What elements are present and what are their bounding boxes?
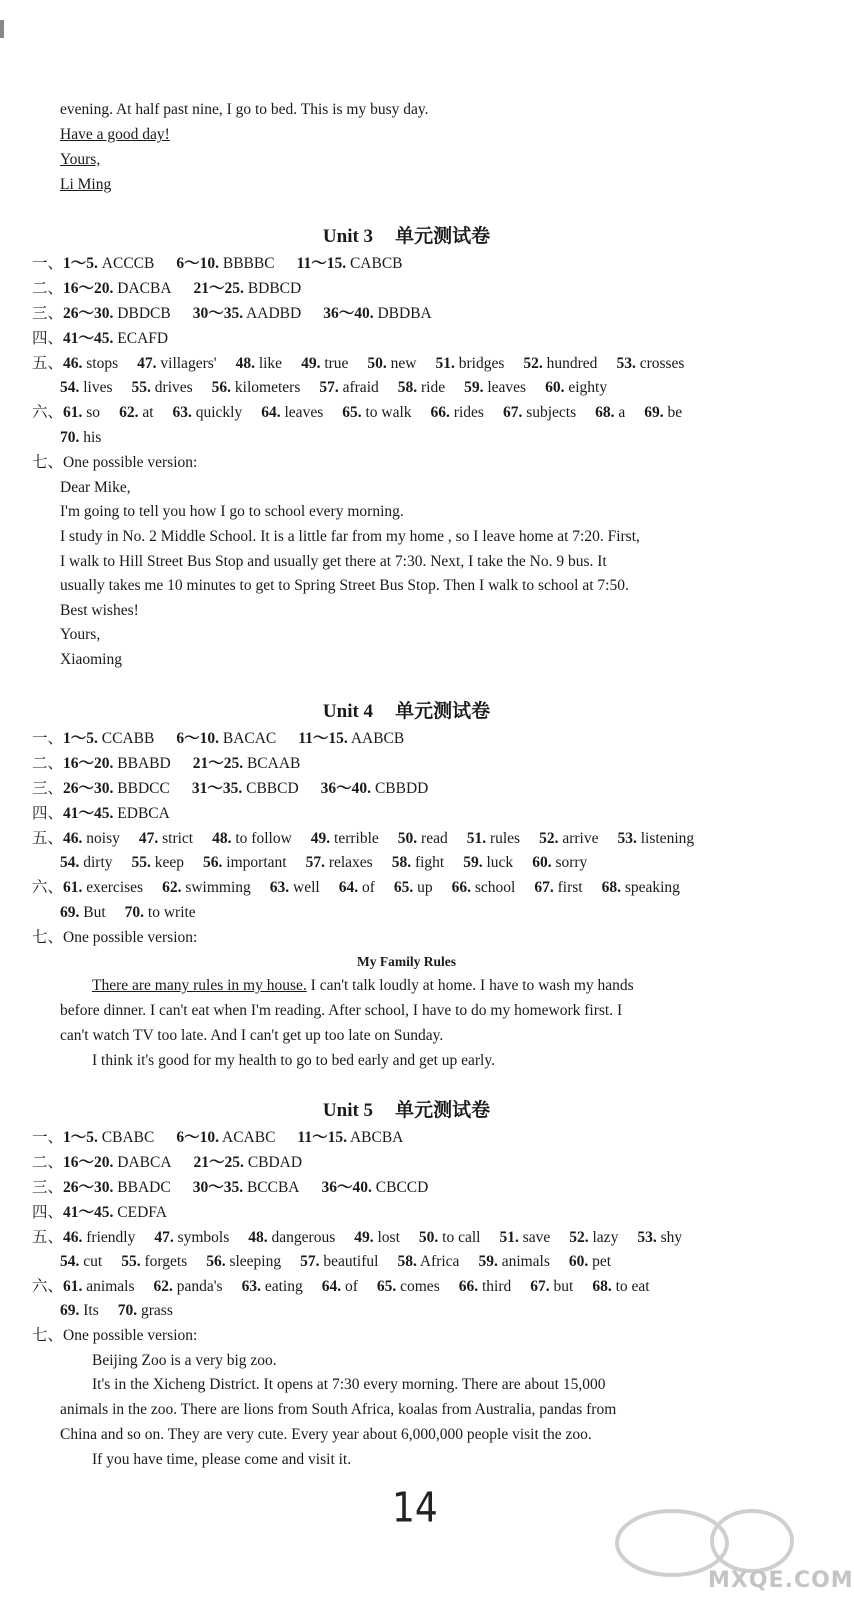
answer-word: of <box>358 879 375 896</box>
question-number: 53. <box>616 355 636 372</box>
section-label: 四、 <box>32 330 64 347</box>
answer-word: arrive <box>558 830 599 847</box>
unit3-r6b <box>60 428 101 448</box>
question-number: 68. <box>592 1278 612 1295</box>
question-number: 48. <box>212 830 232 847</box>
unit4-essay-title: My Family Rules <box>357 954 456 969</box>
unit4-essay-line: can't watch TV too late. And I can't get up too late on Sunday. <box>60 1027 444 1044</box>
question-number: 55. <box>131 379 151 396</box>
answer-word: forgets <box>140 1253 188 1270</box>
question-number: 69. <box>644 404 664 421</box>
unit4-title-unit: Unit 4 <box>322 701 374 722</box>
section-label: 四、 <box>32 805 64 822</box>
section-label: 七、 <box>32 454 64 471</box>
question-number: 58. <box>397 379 418 396</box>
question-number: 60. <box>532 854 552 871</box>
unit5-r5a <box>32 1228 682 1248</box>
unit3-r2 <box>32 279 301 299</box>
question-range: 36～40. <box>321 1179 372 1196</box>
page-number: 14 <box>392 1484 438 1533</box>
question-range: 16～20. <box>63 280 114 297</box>
question-number: 61. <box>63 404 83 421</box>
unit5-title-cn: 单元测试卷 <box>395 1100 491 1121</box>
question-range: 11～15. <box>297 1129 347 1146</box>
underlined-topic-sentence: There are many rules in my house. <box>92 977 307 994</box>
question-number: 63. <box>241 1278 261 1295</box>
watermark-text: MXQE.COM <box>708 1568 854 1593</box>
question-number: 48. <box>248 1229 268 1246</box>
question-number: 53. <box>637 1229 657 1246</box>
answer-word: speaking <box>620 879 680 896</box>
question-number: 54. <box>60 854 80 871</box>
question-number: 70. <box>124 904 145 921</box>
question-number: 51. <box>466 830 487 847</box>
answer-letters: CBCCD <box>371 1179 429 1196</box>
answer-word: his <box>79 429 102 446</box>
question-number: 46. <box>63 830 83 847</box>
section-label: 四、 <box>32 1204 64 1221</box>
question-number: 54. <box>60 379 80 396</box>
question-number: 58. <box>397 1253 417 1270</box>
question-range: 1～5. <box>63 255 98 272</box>
answer-letters: BBABD <box>113 755 171 772</box>
unit3-essay-line: usually takes me 10 minutes to get to Spring Street Bus Stop. Then I walk to school at 7:50. <box>60 577 629 594</box>
answer-word: rules <box>486 830 521 847</box>
unit4-r6a <box>32 878 680 898</box>
scan-mark <box>0 20 4 38</box>
question-number: 52. <box>539 830 559 847</box>
section-label: 六、 <box>32 404 64 421</box>
question-number: 56. <box>203 854 223 871</box>
answer-letters: CCABB <box>97 730 155 747</box>
section-label: 七、 <box>32 1327 64 1344</box>
unit4-essay-line: I think it's good for my health to go to bed early and get up early. <box>92 1052 495 1069</box>
unit3-essay-line: I'm going to tell you how I go to school every morning. <box>60 503 404 520</box>
answer-word: shy <box>656 1229 683 1246</box>
unit3-essay-line: I study in No. 2 Middle School. It is a little far from my home , so I leave home at 7:20. First, <box>60 528 640 545</box>
question-number: 47. <box>137 355 157 372</box>
answer-word: so <box>82 404 101 421</box>
question-number: 69. <box>60 1302 80 1319</box>
section-label: 三、 <box>32 780 64 797</box>
answer-word: to eat <box>611 1278 650 1295</box>
question-number: 57. <box>305 854 325 871</box>
answer-word: drives <box>150 379 193 396</box>
answer-word: fight <box>411 854 445 871</box>
unit5-r1 <box>32 1128 403 1148</box>
answer-word: leaves <box>280 404 324 421</box>
answer-word: beautiful <box>319 1253 379 1270</box>
question-range: 26～30. <box>63 1179 114 1196</box>
unit5-essay-line: China and so on. They are very cute. Every year about 6,000,000 people visit the zoo. <box>60 1426 592 1443</box>
unit3-r4 <box>32 329 168 349</box>
question-range: 21～25. <box>192 755 244 772</box>
answer-word: first <box>553 879 583 896</box>
question-number: 62. <box>153 1278 173 1295</box>
answer-letters: CBBDD <box>371 780 429 797</box>
unit5-title <box>0 1099 813 1123</box>
question-number: 55. <box>131 854 151 871</box>
version-note: One possible version: <box>63 454 198 471</box>
answer-word: listening <box>636 830 695 847</box>
answer-word: subjects <box>522 404 577 421</box>
unit3-r3 <box>32 304 432 324</box>
answer-word: exercises <box>82 879 144 896</box>
unit4-r7 <box>32 928 197 948</box>
section-label: 一、 <box>32 255 64 272</box>
answer-word: swimming <box>181 879 251 896</box>
answer-word: quickly <box>191 404 243 421</box>
answer-letters: DBDCB <box>113 305 171 322</box>
question-number: 67. <box>502 404 523 421</box>
version-note: One possible version: <box>63 929 198 946</box>
answer-word: read <box>417 830 448 847</box>
question-range: 6～10. <box>176 255 219 272</box>
answer-word: well <box>289 879 320 896</box>
unit5-r6b <box>60 1301 173 1321</box>
unit5-r7 <box>32 1326 197 1346</box>
unit3-title <box>0 225 813 249</box>
question-range: 1～5. <box>63 730 98 747</box>
question-number: 57. <box>319 379 339 396</box>
question-number: 62. <box>162 879 182 896</box>
question-number: 66. <box>458 1278 479 1295</box>
answer-word: be <box>663 404 683 421</box>
unit5-essay-line: It's in the Xicheng District. It opens at 7:30 every morning. There are about 15,000 <box>92 1376 606 1393</box>
unit3-r5b <box>60 378 607 398</box>
unit5-essay-line: If you have time, please come and visit it. <box>92 1451 352 1468</box>
answer-word: bridges <box>454 355 505 372</box>
question-number: 66. <box>430 404 450 421</box>
question-number: 64. <box>321 1278 342 1295</box>
answer-word: school <box>471 879 516 896</box>
answer-word: true <box>320 355 349 372</box>
unit3-r1 <box>32 254 403 274</box>
unit4-r5a <box>32 829 694 849</box>
answer-word: terrible <box>330 830 379 847</box>
answer-letters: CEDFA <box>113 1204 167 1221</box>
question-number: 70. <box>60 429 80 446</box>
answer-letters: BCAAB <box>243 755 301 772</box>
question-number: 60. <box>545 379 565 396</box>
answer-word: to follow <box>231 830 292 847</box>
question-number: 64. <box>261 404 281 421</box>
unit4-r1 <box>32 729 404 749</box>
question-number: 52. <box>569 1229 589 1246</box>
unit3-essay-line: Dear Mike, <box>60 479 131 496</box>
unit5-r2 <box>32 1153 302 1173</box>
answer-word: to walk <box>361 404 412 421</box>
answer-word: keep <box>150 854 185 871</box>
answer-word: ride <box>417 379 446 396</box>
question-number: 50. <box>367 355 387 372</box>
answer-word: panda's <box>172 1278 223 1295</box>
answer-word: Africa <box>416 1253 460 1270</box>
question-number: 68. <box>601 879 621 896</box>
unit4-r4 <box>32 804 170 824</box>
question-number: 52. <box>523 355 543 372</box>
unit4-title <box>0 700 813 724</box>
answer-word: afraid <box>338 379 379 396</box>
intro-line-4: Li Ming <box>60 176 112 193</box>
unit4-r3 <box>32 779 428 799</box>
essay-text: I can't talk loudly at home. I have to wash my hands <box>306 977 634 994</box>
answer-letters: CBBCD <box>242 780 299 797</box>
answer-word: kilometers <box>231 379 301 396</box>
unit5-r6a <box>32 1277 650 1297</box>
answer-letters: EDBCA <box>113 805 170 822</box>
question-range: 16～20. <box>63 1154 114 1171</box>
question-range: 26～30. <box>63 305 114 322</box>
answer-word: sorry <box>551 854 588 871</box>
answer-letters: BCCBA <box>243 1179 300 1196</box>
question-range: 41～45. <box>63 1204 114 1221</box>
section-label: 三、 <box>32 305 64 322</box>
question-number: 57. <box>300 1253 320 1270</box>
answer-letters: AADBD <box>243 305 302 322</box>
answer-word: noisy <box>82 830 120 847</box>
answer-word: stops <box>82 355 119 372</box>
question-number: 46. <box>63 355 83 372</box>
intro-line-1: evening. At half past nine, I go to bed. This is my busy day. <box>60 101 429 118</box>
answer-word: at <box>138 404 154 421</box>
question-range: 21～25. <box>193 280 244 297</box>
answer-word: rides <box>449 404 484 421</box>
question-number: 65. <box>376 1278 397 1295</box>
answer-word: friendly <box>82 1229 136 1246</box>
unit4-essay-line: before dinner. I can't eat when I'm reading. After school, I have to do my homework first. I <box>60 1002 623 1019</box>
unit3-essay-line: Xiaoming <box>60 651 122 668</box>
answer-word: pet <box>588 1253 612 1270</box>
unit3-r6a <box>32 403 682 423</box>
version-note: One possible version: <box>63 1327 198 1344</box>
answer-letters: ACABC <box>218 1129 276 1146</box>
question-number: 56. <box>206 1253 226 1270</box>
section-label: 三、 <box>32 1179 64 1196</box>
question-number: 67. <box>534 879 554 896</box>
question-range: 31～35. <box>191 780 243 797</box>
question-range: 26～30. <box>63 780 114 797</box>
question-number: 66. <box>451 879 472 896</box>
unit3-title-cn: 单元测试卷 <box>395 226 491 247</box>
unit4-r6b <box>60 903 196 923</box>
unit5-title-unit: Unit 5 <box>322 1100 374 1121</box>
answer-letters: BACAC <box>218 730 277 747</box>
answer-word: lives <box>79 379 113 396</box>
question-number: 60. <box>568 1253 589 1270</box>
unit3-essay-line: I walk to Hill Street Bus Stop and usually get there at 7:30. Next, I take the No. 9 bus. It <box>60 553 607 570</box>
question-range: 16～20. <box>63 755 114 772</box>
answer-word: of <box>341 1278 358 1295</box>
answer-word: up <box>413 879 433 896</box>
question-number: 61. <box>63 879 83 896</box>
section-label: 五、 <box>32 830 64 847</box>
question-number: 59. <box>478 1253 498 1270</box>
question-range: 6～10. <box>176 730 219 747</box>
question-number: 61. <box>63 1278 83 1295</box>
question-number: 65. <box>342 404 362 421</box>
question-range: 36～40. <box>320 780 372 797</box>
answer-word: dangerous <box>267 1229 336 1246</box>
question-range: 1～5. <box>63 1129 98 1146</box>
question-number: 56. <box>211 379 232 396</box>
answer-word: leaves <box>483 379 527 396</box>
section-label: 二、 <box>32 280 64 297</box>
answer-letters: BBADC <box>113 1179 171 1196</box>
unit4-r2 <box>32 754 300 774</box>
answer-letters: DBDBA <box>373 305 432 322</box>
question-range: 30～35. <box>192 305 244 322</box>
question-number: 48. <box>235 355 255 372</box>
answer-letters: CBDAD <box>243 1154 303 1171</box>
answer-letters: CBABC <box>97 1129 155 1146</box>
answer-word: Its <box>79 1302 99 1319</box>
question-number: 67. <box>530 1278 550 1295</box>
answer-word: cut <box>79 1253 103 1270</box>
question-number: 51. <box>435 355 455 372</box>
unit5-r4 <box>32 1203 167 1223</box>
unit5-essay-line: Beijing Zoo is a very big zoo. <box>92 1352 277 1369</box>
answer-letters: ABCBA <box>346 1129 404 1146</box>
answer-word: eighty <box>564 379 608 396</box>
answer-word: grass <box>137 1302 173 1319</box>
answer-word: luck <box>482 854 514 871</box>
question-number: 49. <box>310 830 331 847</box>
answer-letters: BBBBC <box>218 255 275 272</box>
answer-word: symbols <box>173 1229 230 1246</box>
answer-letters: BDBCD <box>243 280 302 297</box>
answer-word: animals <box>82 1278 135 1295</box>
unit5-essay-line: animals in the zoo. There are lions from South Africa, koalas from Australia, pandas from <box>60 1401 617 1418</box>
answer-word: third <box>478 1278 512 1295</box>
question-number: 68. <box>595 404 615 421</box>
unit4-essay-first-line <box>92 976 634 996</box>
question-number: 50. <box>397 830 418 847</box>
unit3-r5a <box>32 354 684 374</box>
answer-word: sleeping <box>225 1253 282 1270</box>
question-number: 50. <box>418 1229 439 1246</box>
answer-word: crosses <box>635 355 685 372</box>
answer-letters: DACBA <box>113 280 172 297</box>
unit4-r5b <box>60 853 587 873</box>
section-label: 六、 <box>32 1278 64 1295</box>
answer-word: eating <box>260 1278 303 1295</box>
question-number: 49. <box>354 1229 374 1246</box>
question-range: 30～35. <box>192 1179 244 1196</box>
section-label: 六、 <box>32 879 64 896</box>
unit4-title-cn: 单元测试卷 <box>395 701 491 722</box>
question-number: 49. <box>301 355 321 372</box>
answer-letters: ACCCB <box>97 255 155 272</box>
unit5-r5b <box>60 1252 611 1272</box>
question-number: 54. <box>60 1253 80 1270</box>
answer-letters: ECAFD <box>113 330 169 347</box>
answer-word: to write <box>144 904 196 921</box>
question-number: 51. <box>499 1229 519 1246</box>
answer-word: comes <box>396 1278 440 1295</box>
answer-word: new <box>386 355 417 372</box>
question-number: 59. <box>463 854 483 871</box>
unit3-title-unit: Unit 3 <box>322 226 374 247</box>
intro-line-2: Have a good day! <box>60 126 170 143</box>
question-number: 59. <box>464 379 484 396</box>
question-number: 53. <box>617 830 637 847</box>
question-number: 64. <box>338 879 359 896</box>
question-range: 41～45. <box>63 805 114 822</box>
question-range: 21～25. <box>193 1154 244 1171</box>
unit3-essay-line: Yours, <box>60 626 101 643</box>
answer-word: hundred <box>542 355 598 372</box>
answer-word: lost <box>373 1229 400 1246</box>
answer-word: villagers' <box>156 355 217 372</box>
section-label: 五、 <box>32 1229 64 1246</box>
answer-word: But <box>79 904 106 921</box>
answer-word: dirty <box>79 854 113 871</box>
section-label: 七、 <box>32 929 64 946</box>
answer-letters: CABCB <box>346 255 403 272</box>
question-range: 36～40. <box>323 305 374 322</box>
answer-word: but <box>549 1278 574 1295</box>
question-range: 6～10. <box>176 1129 219 1146</box>
unit3-essay-line: Best wishes! <box>60 602 139 619</box>
unit3-r7 <box>32 453 197 473</box>
intro-line-3: Yours, <box>60 151 101 168</box>
question-number: 62. <box>119 404 139 421</box>
answer-word: save <box>518 1229 551 1246</box>
section-label: 五、 <box>32 355 64 372</box>
answer-word: to call <box>438 1229 481 1246</box>
question-number: 63. <box>172 404 192 421</box>
answer-word: strict <box>158 830 194 847</box>
unit5-r3 <box>32 1178 428 1198</box>
question-number: 69. <box>60 904 80 921</box>
answer-word: important <box>222 854 287 871</box>
section-label: 一、 <box>32 730 64 747</box>
answer-word: lazy <box>588 1229 619 1246</box>
question-number: 58. <box>391 854 412 871</box>
question-number: 55. <box>121 1253 141 1270</box>
answer-letters: BBDCC <box>113 780 170 797</box>
section-label: 二、 <box>32 1154 64 1171</box>
question-range: 41～45. <box>63 330 114 347</box>
question-number: 46. <box>63 1229 83 1246</box>
answer-word: a <box>614 404 626 421</box>
section-label: 一、 <box>32 1129 64 1146</box>
question-range: 11～15. <box>298 730 348 747</box>
question-number: 47. <box>138 830 159 847</box>
answer-word: relaxes <box>324 854 373 871</box>
question-number: 47. <box>154 1229 174 1246</box>
section-label: 二、 <box>32 755 64 772</box>
answer-word: like <box>254 355 283 372</box>
answer-letters: AABCB <box>347 730 405 747</box>
question-number: 70. <box>117 1302 138 1319</box>
question-number: 65. <box>393 879 414 896</box>
question-number: 63. <box>269 879 290 896</box>
question-range: 11～15. <box>296 255 347 272</box>
answer-word: animals <box>497 1253 550 1270</box>
answer-letters: DABCA <box>113 1154 172 1171</box>
